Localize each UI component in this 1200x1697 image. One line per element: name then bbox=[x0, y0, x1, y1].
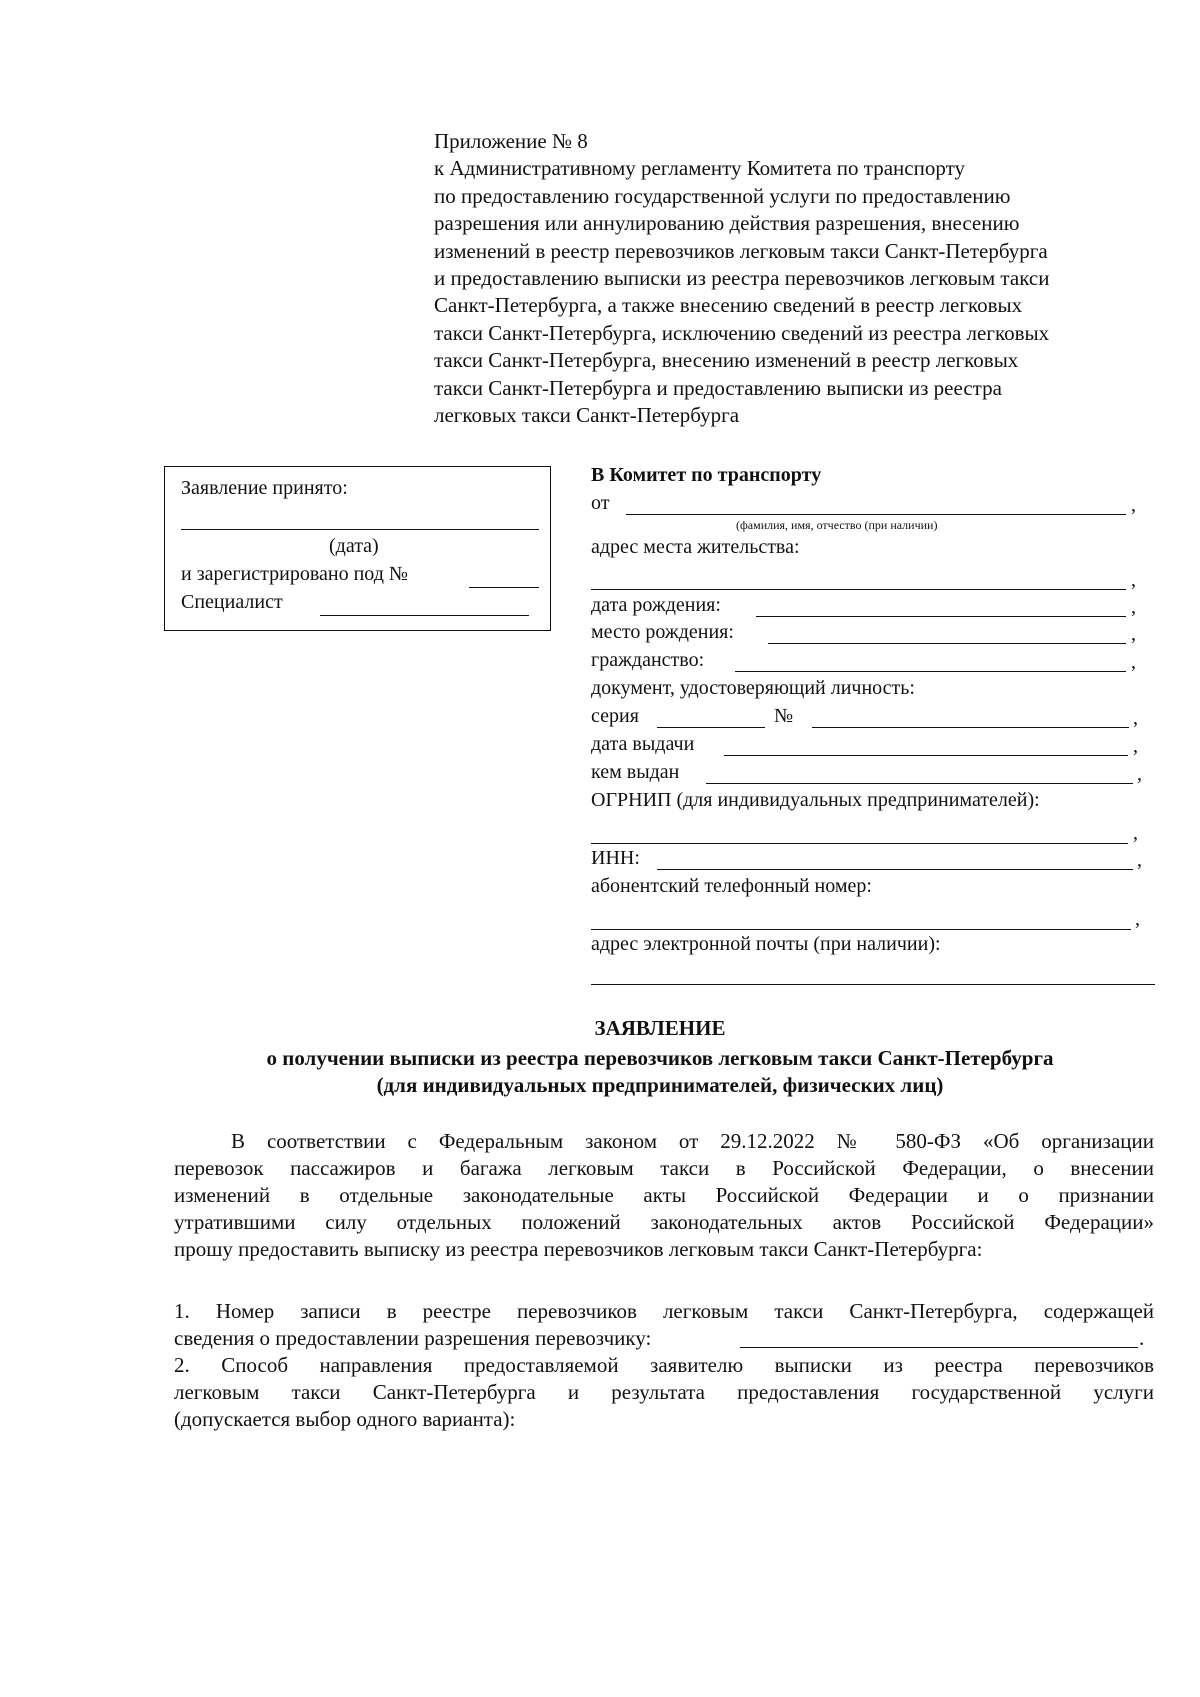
document-number-field[interactable] bbox=[812, 727, 1129, 728]
item-line: легковым такси Санкт-Петербурга и результата предоставления государственной услуги bbox=[174, 1380, 1154, 1404]
comma: , bbox=[1131, 651, 1136, 673]
birth-date-field[interactable] bbox=[756, 616, 1126, 617]
email-label: адрес электронной почты (при наличии): bbox=[591, 933, 941, 955]
ogrnip-field[interactable] bbox=[591, 843, 1128, 844]
comma: , bbox=[1133, 707, 1138, 729]
document-title: ЗАЯВЛЕНИЕ bbox=[594, 1016, 726, 1040]
acceptance-date-field[interactable] bbox=[181, 529, 539, 530]
full-name-field[interactable] bbox=[626, 514, 1126, 515]
paragraph-line: утратившими силу отдельных положений законодательных актов Российской Федерации» bbox=[174, 1210, 1154, 1234]
appendix-line: Санкт-Петербурга, а также внесению сведений в реестр легковых bbox=[434, 293, 1023, 318]
record-number-field[interactable] bbox=[740, 1347, 1138, 1348]
appendix-line: такси Санкт-Петербурга и предоставлению выписки из реестра bbox=[434, 375, 1002, 400]
issued-by-field[interactable] bbox=[706, 783, 1133, 784]
item-line: 1. Номер записи в реестре перевозчиков легковым такси Санкт-Петербурга, содержащей bbox=[174, 1299, 1154, 1323]
ogrnip-label: ОГРНИП (для индивидуальных предпринимателей): bbox=[591, 789, 1040, 811]
issue-date-field[interactable] bbox=[724, 755, 1128, 756]
appendix-line: Приложение № 8 bbox=[434, 129, 588, 153]
addressee-title: В Комитет по транспорту bbox=[591, 464, 822, 486]
id-document-label: документ, удостоверяющий личность: bbox=[591, 677, 915, 699]
item-2 bbox=[174, 1352, 1154, 1433]
item-line-text: сведения о предоставлении разрешения перевозчику: bbox=[174, 1326, 652, 1350]
item-line: 2. Способ направления предоставляемой заявителю выписки из реестра перевозчиков bbox=[174, 1353, 1154, 1377]
paragraph-line: перевозок пассажиров и багажа легковым такси в Российской Федерации, о внесении bbox=[174, 1156, 1154, 1180]
number-label: № bbox=[774, 705, 794, 727]
specialist-label: Специалист bbox=[181, 591, 283, 613]
item-1 bbox=[174, 1298, 1154, 1352]
appendix-line: и предоставлению выписки из реестра перевозчиков легковым такси bbox=[434, 266, 1050, 291]
comma: , bbox=[1131, 596, 1136, 618]
item-line: (допускается выбор одного варианта): bbox=[174, 1407, 516, 1431]
comma: , bbox=[1137, 763, 1142, 785]
comma: , bbox=[1131, 569, 1136, 591]
residence-field[interactable] bbox=[591, 589, 1126, 590]
issue-date-label: дата выдачи bbox=[591, 733, 695, 755]
comma: , bbox=[1137, 849, 1142, 871]
inn-label: ИНН: bbox=[591, 847, 640, 869]
paragraph-line: прошу предоставить выписку из реестра перевозчиков легковым такси Санкт-Петербурга: bbox=[174, 1237, 983, 1261]
appendix-line: такси Санкт-Петербурга, исключению сведений из реестра легковых bbox=[434, 320, 1050, 345]
comma: , bbox=[1131, 623, 1136, 645]
request-paragraph bbox=[174, 1128, 1154, 1263]
appendix-line: такси Санкт-Петербурга, внесению изменений в реестр легковых bbox=[434, 348, 1019, 373]
registration-number-field[interactable] bbox=[469, 587, 539, 588]
accepted-label: Заявление принято: bbox=[181, 477, 348, 499]
full-name-hint: (фамилия, имя, отчество (при наличии) bbox=[736, 518, 938, 532]
citizenship-label: гражданство: bbox=[591, 649, 705, 671]
series-field[interactable] bbox=[657, 727, 765, 728]
appendix-line: к Административному регламенту Комитета по транспорту bbox=[434, 156, 965, 181]
citizenship-field[interactable] bbox=[735, 671, 1126, 672]
document-subtitle: о получении выписки из реестра перевозчиков легковым такси Санкт-Петербурга bbox=[266, 1046, 1054, 1070]
document-subtitle: (для индивидуальных предпринимателей, физических лиц) bbox=[376, 1073, 944, 1097]
appendix-line: по предоставлению государственной услуги по предоставлению bbox=[434, 183, 1011, 208]
series-label: серия bbox=[591, 705, 639, 727]
issued-by-label: кем выдан bbox=[591, 761, 680, 783]
appendix-line: изменений в реестр перевозчиков легковым такси Санкт-Петербурга bbox=[434, 238, 1048, 263]
residence-label: адрес места жительства: bbox=[591, 536, 800, 558]
from-label: от bbox=[591, 492, 610, 514]
paragraph-line: изменений в отдельные законодательные акты Российской Федерации и о признании bbox=[174, 1183, 1154, 1207]
appendix-line: легковых такси Санкт-Петербурга bbox=[434, 403, 740, 428]
acceptance-stamp-box bbox=[164, 466, 551, 631]
comma: , bbox=[1131, 494, 1136, 516]
birth-place-field[interactable] bbox=[768, 643, 1126, 644]
inn-field[interactable] bbox=[657, 869, 1133, 870]
appendix-line: разрешения или аннулированию действия разрешения, внесению bbox=[434, 211, 1020, 236]
comma: , bbox=[1135, 908, 1140, 930]
phone-label: абонентский телефонный номер: bbox=[591, 875, 872, 897]
registered-label: и зарегистрировано под № bbox=[181, 563, 408, 585]
specialist-field[interactable] bbox=[320, 615, 529, 616]
paragraph-line: В соответствии с Федеральным законом от 29.12.2022 № 580-ФЗ «Об организации bbox=[231, 1129, 1154, 1153]
comma: , bbox=[1133, 822, 1138, 844]
date-caption: (дата) bbox=[329, 535, 379, 557]
phone-field[interactable] bbox=[591, 929, 1131, 930]
birth-date-label: дата рождения: bbox=[591, 594, 721, 616]
item-end-period: . bbox=[1139, 1326, 1145, 1350]
appendix-reference bbox=[434, 128, 1154, 429]
birth-place-label: место рождения: bbox=[591, 621, 734, 643]
comma: , bbox=[1133, 735, 1138, 757]
email-field[interactable] bbox=[591, 984, 1155, 985]
